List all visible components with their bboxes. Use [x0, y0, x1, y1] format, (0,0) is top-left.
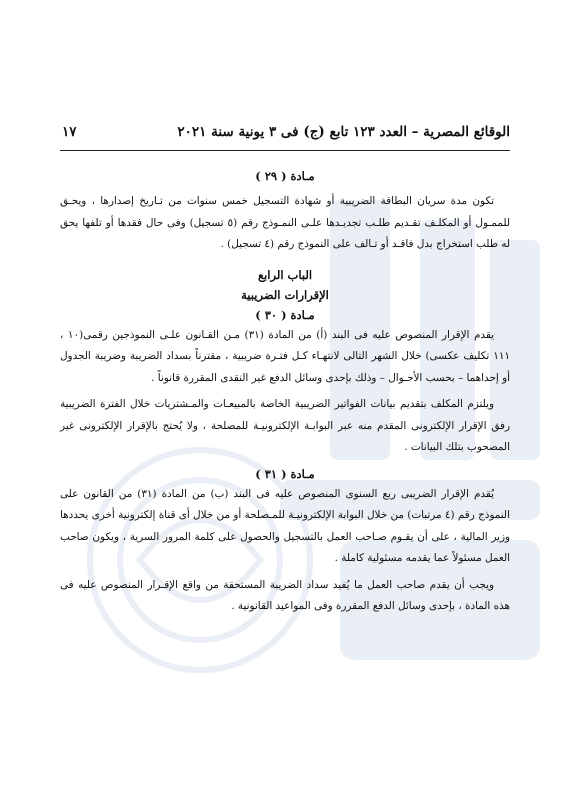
- article-29-heading: مـادة ( ٢٩ ): [255, 169, 315, 183]
- document-page: [60, 0, 510, 800]
- article-31-heading: مـادة ( ٣١ ): [255, 466, 315, 481]
- article-30-paragraph-2: ويلتزم المكلف بتقديم بيانات الفواتير الضريبية الخاصة بالمبيعـات والمـشتريات خلال الفترة الضريبية رفق الإقرار الإلكترونى المقدم منه عبر البوابـة الإلكترونيـة للمصلحة ، ولا يُحتج بالإقرار الإلكترونى غير المصحوب بتلك البيانات .: [60, 398, 510, 453]
- article-30-heading: مـادة ( ٣٠ ): [255, 307, 315, 322]
- header-title: الوقائع المصرية – العدد ١٢٣ تابع (ج) فى ٣ يونية سنة ٢٠٢١: [177, 124, 510, 140]
- chapter-title: الباب الرابع: [257, 267, 313, 282]
- article-29-paragraph: تكون مدة سريان البطاقة الضريبية أو شهادة التسجيل خمس سنوات من تـاريخ إصدارها ، ويحـق للممـول أو المكلـف تقـديم طلـب تجديـدها علـى النمـوذج رقم (٥ تسجيل) وفى حال فقدها أو تلفها يحق له طلب استخراج بدل فاقـد أو تـالف على النموذج رقم (٤ تسجيل) .: [60, 195, 510, 250]
- page-number: ١٧: [62, 124, 77, 140]
- document-body: [60, 166, 510, 618]
- article-31-paragraph-1: يُقدم الإقرار الضريبى ربع السنوى المنصوص عليه فى البند (ب) من المادة (٣١) من القانون على النموذج رقم (٤ مرتبات) من خلال البوابة الإلكترونيـة للمـصلحة أو من خلال أى قناة إلكترونية أخرى يحددها وزير المالية ، على أن يقـوم صـاحب العمل بالتسجيل والحصول على كلمة المرور السرية ، ويكون صاحب العمل مسئولاً عما يقدمه مسئولية كاملة .: [60, 487, 510, 564]
- article-30-paragraph-1: يقدم الإقرار المنصوص عليه فى البند (أ) من المادة (٣١) مـن القـانون علـى النموذجين رقمى(١٠ ، ١١١ تكليف عكسى) خلال الشهر التالى لانتهـاء كـل فتـرة ضريبية ، مقترناً بسداد الضريبة وضريبة الجدول أو إحداهما – بحسب الأحـوال – وذلك بإحدى وسائل الدفع غير النقدى المقررة قانوناً .: [60, 328, 510, 384]
- chapter-subtitle: الإقرارات الضريبية: [241, 287, 329, 302]
- article-31-paragraph-2: ويجب أن يقدم صاحب العمل ما يُفيد سداد الضريبة المستحقة من واقع الإقـرار المنصوص عليه فى هذه المادة ، بإحدى وسائل الدفع المقررة وفى المواعيد القانونية .: [60, 578, 510, 612]
- header-divider: [60, 150, 510, 151]
- page-header: [60, 124, 510, 140]
